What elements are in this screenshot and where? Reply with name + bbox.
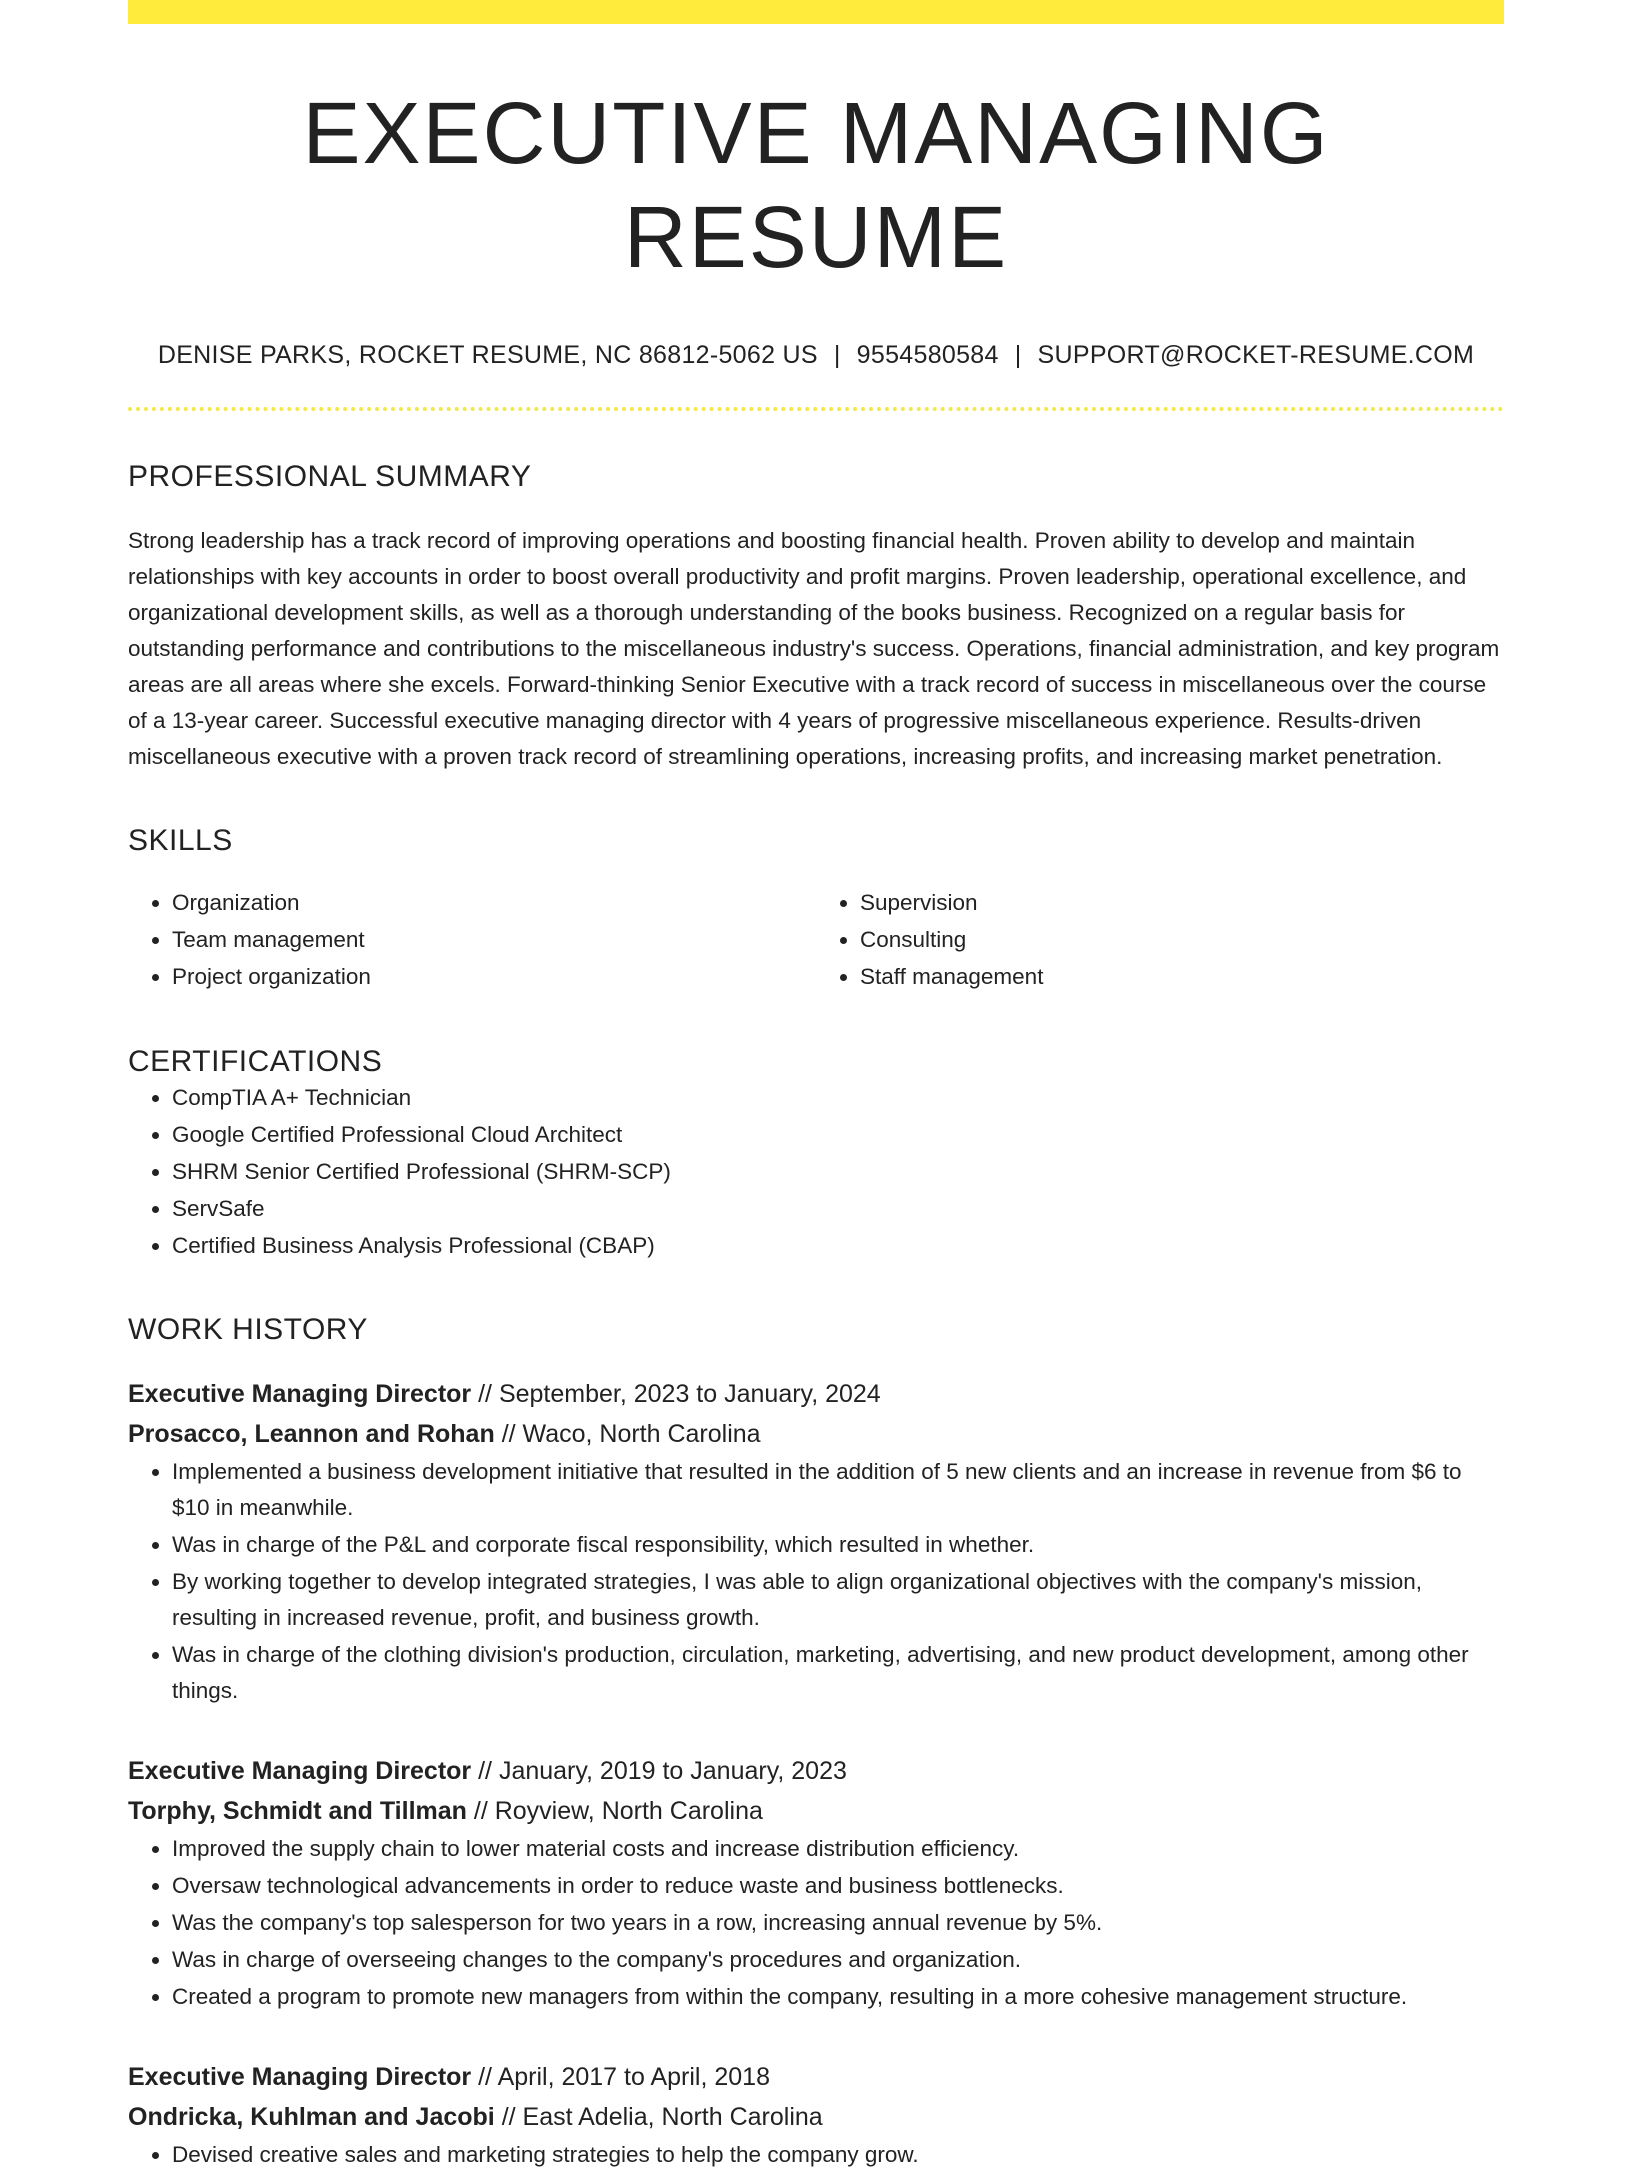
job-bullet: • Was in charge of overseeing changes to the company's procedures and organization.: [172, 1942, 1504, 1978]
job-company-line: [128, 2097, 1504, 2137]
certifications-section: [128, 1044, 1504, 1264]
job-bullet: • By working together to develop integrated strategies, I was able to align organizational objectives with the company's mission, resulting in increased revenue, profit, and business growth.: [172, 1564, 1504, 1636]
certifications-list: [128, 1080, 1504, 1264]
skill-item: • Project organization: [172, 959, 816, 995]
job-bullet: • Improved the supply chain to lower material costs and increase distribution efficiency.: [172, 1831, 1504, 1867]
job-company: Ondricka, Kuhlman and Jacobi: [128, 2103, 495, 2132]
contact-separator: |: [833, 340, 841, 369]
skills-section: [128, 823, 1504, 996]
job-title-line: [128, 1374, 1504, 1414]
skill-item: • Consulting: [860, 922, 1504, 958]
job-company-line: [128, 1791, 1504, 1831]
skills-grid: [128, 885, 1504, 996]
job-dates: // September, 2023 to January, 2024: [478, 1380, 881, 1409]
job-bullet: • Was in charge of the clothing division's production, circulation, marketing, advertising, and new product development, among other things.: [172, 1637, 1504, 1709]
skill-item: • Organization: [172, 885, 816, 921]
job-dates: // January, 2019 to January, 2023: [478, 1757, 847, 1786]
resume-title: EXECUTIVE MANAGING RESUME: [302, 85, 1330, 287]
job-bullet: • Created a program to promote new managers from within the company, resulting in a more cohesive management structure.: [172, 1979, 1504, 2015]
job-bullet: • Devised creative sales and marketing strategies to help the company grow.: [172, 2137, 1504, 2173]
job-bullet: • Oversaw technological advancements in order to reduce waste and business bottlenecks.: [172, 1868, 1504, 1904]
certification-item: • Google Certified Professional Cloud Architect: [172, 1117, 1504, 1153]
job-title: Executive Managing Director: [128, 1757, 472, 1786]
job-company: Prosacco, Leannon and Rohan: [128, 1420, 495, 1449]
job-location: // East Adelia, North Carolina: [501, 2103, 823, 2132]
skills-heading: SKILLS: [128, 824, 233, 858]
job-title: Executive Managing Director: [128, 2063, 472, 2092]
job-entry: [128, 2057, 1504, 2173]
certification-item: • ServSafe: [172, 1191, 1504, 1227]
job-bullet: • Implemented a business development initiative that resulted in the addition of 5 new clients and an increase in revenue from $6 to $10 in meanwhile.: [172, 1454, 1504, 1526]
top-accent-bar: [128, 0, 1504, 24]
skill-item: • Staff management: [860, 959, 1504, 995]
contact-address: DENISE PARKS, ROCKET RESUME, NC 86812-5062 US: [157, 340, 818, 369]
skill-item: • Team management: [172, 922, 816, 958]
contact-separator: |: [1014, 340, 1022, 369]
dotted-divider: [128, 407, 1504, 411]
contact-line: [128, 339, 1504, 372]
certification-item: • Certified Business Analysis Professional (CBAP): [172, 1228, 1504, 1264]
summary-heading: PROFESSIONAL SUMMARY: [128, 460, 532, 494]
skills-list-right: [816, 885, 1504, 996]
summary-text: Strong leadership has a track record of improving operations and boosting financial health. Proven ability to develop and maintain relationships with key accounts in order to boost overall productivity and profit margins. Proven leadership, operational excellence, and organizational development skills, as well as a thorough understanding of the books business. Recognized on a regular basis for outstanding performance and contributions to the miscellaneous industry's success. Operations, financial administration, and key program areas are all areas where she excels. Forward-thinking Senior Executive with a track record of success in miscellaneous over the course of a 13-year career. Successful executive managing director with 4 years of progressive miscellaneous experience. Results-driven miscellaneous executive with a proven track record of streamlining operations, increasing profits, and increasing market penetration.: [128, 528, 1500, 770]
job-location: // Waco, North Carolina: [501, 1420, 761, 1449]
work-history-section: [128, 1312, 1504, 2173]
job-company: Torphy, Schmidt and Tillman: [128, 1797, 467, 1826]
skills-list-left: [128, 885, 816, 996]
work-history-heading: WORK HISTORY: [128, 1313, 368, 1347]
skill-item: • Supervision: [860, 885, 1504, 921]
job-title: Executive Managing Director: [128, 1380, 472, 1409]
job-company-line: [128, 1414, 1504, 1454]
summary-section: [128, 459, 1504, 775]
job-entry: [128, 1751, 1504, 2015]
job-bullet: • Was in charge of the P&L and corporate fiscal responsibility, which resulted in whether.: [172, 1527, 1504, 1563]
job-entry: [128, 1374, 1504, 1709]
resume-page: [128, 0, 1504, 2174]
job-bullets: [128, 2137, 1504, 2173]
job-title-line: [128, 2057, 1504, 2097]
job-location: // Royview, North Carolina: [473, 1797, 763, 1826]
job-bullets: [128, 1831, 1504, 2015]
certification-item: • SHRM Senior Certified Professional (SHRM-SCP): [172, 1154, 1504, 1190]
job-title-line: [128, 1751, 1504, 1791]
certifications-heading: CERTIFICATIONS: [128, 1045, 383, 1079]
contact-phone: 9554580584: [856, 340, 999, 369]
job-bullet: • Was the company's top salesperson for two years in a row, increasing annual revenue by 5%.: [172, 1905, 1504, 1941]
job-dates: // April, 2017 to April, 2018: [478, 2063, 770, 2092]
contact-email: SUPPORT@ROCKET-RESUME.COM: [1037, 340, 1475, 369]
job-bullets: [128, 1454, 1504, 1709]
certification-item: • CompTIA A+ Technician: [172, 1080, 1504, 1116]
